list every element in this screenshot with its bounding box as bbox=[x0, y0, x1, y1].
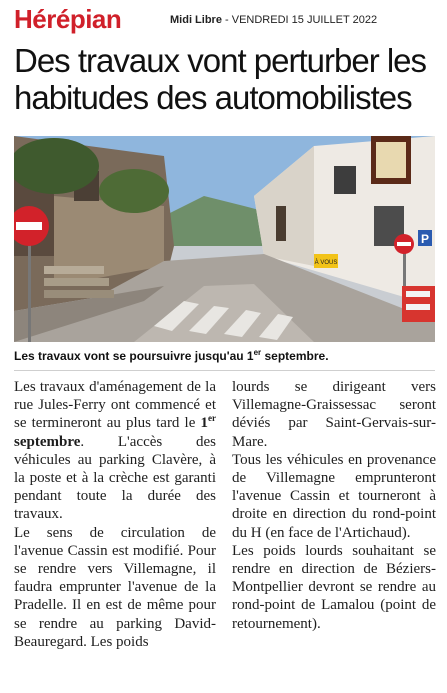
caption-divider bbox=[14, 370, 435, 371]
paragraph-text: . L'accès des véhicules au parking Clavère, à la poste et à la crèche est garanti pendant toute la durée des travaux. bbox=[14, 433, 216, 523]
city-name: Hérépian bbox=[14, 4, 122, 34]
publication-date: VENDREDI 15 JUILLET 2022 bbox=[231, 14, 378, 26]
caption-text: Les travaux vont se poursuivre jusqu'au 1 bbox=[14, 349, 254, 363]
page-header bbox=[0, 0, 447, 44]
parking-sign-text: P bbox=[420, 232, 430, 246]
photo-caption bbox=[14, 348, 435, 363]
paragraph-text: Les travaux d'aménagement de la rue Jules-Ferry ont commencé et se termineront au plus tard le bbox=[14, 379, 216, 432]
article-column-1 bbox=[14, 378, 216, 651]
detour-sign-text: À VOUS bbox=[314, 260, 338, 266]
article-photo bbox=[14, 136, 435, 342]
date-emphasis: 1er septembre bbox=[14, 413, 216, 450]
street-scene-illustration bbox=[14, 136, 435, 342]
newspaper-dateline bbox=[170, 14, 377, 26]
article-headline: Des travaux vont perturber les habitudes des automobilistes bbox=[14, 42, 427, 116]
article-paragraph: lourds se dirigeant vers Villemagne-Graissessac seront déviés par Saint-Gervais-sur-Mare. bbox=[232, 379, 436, 450]
newspaper-name: Midi Libre bbox=[170, 14, 222, 26]
article-paragraph: Le sens de circulation de l'avenue Cassin est modifié. Pour se rendre vers Villemagne, il faudra emprunter l'avenue de la Pradelle. Il en est de même pour se rendre au parking David-Beauregard. Les poids bbox=[14, 524, 216, 650]
dateline-separator: - bbox=[225, 14, 232, 26]
article-column-2 bbox=[232, 378, 436, 633]
caption-sup: er bbox=[253, 348, 262, 357]
caption-text-end: septembre. bbox=[261, 349, 329, 363]
article-paragraph: Tous les véhicules en provenance de Villemagne emprunteront l'avenue Cassin et tourneront à droite en direction du rond-point du H (en face de l'Artichaud). bbox=[232, 451, 436, 541]
article-paragraph bbox=[14, 378, 216, 524]
article-paragraph: Les poids lourds souhaitant se rendre en direction de Béziers-Montpellier devront se rendre au rond-point de Lamalou (point de retournement). bbox=[232, 542, 436, 632]
tree bbox=[99, 169, 169, 213]
